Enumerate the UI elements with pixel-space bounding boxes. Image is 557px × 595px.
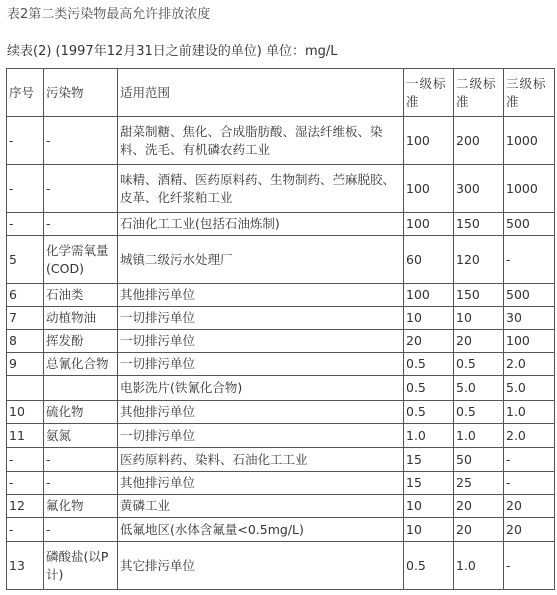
row-level1: 20 <box>404 330 454 353</box>
row-level1: 15 <box>404 448 454 472</box>
row-level3: 2.0 <box>504 353 555 376</box>
row-pollutant <box>44 376 118 401</box>
row-level1: 0.5 <box>404 542 454 590</box>
row-pollutant: 氨氮 <box>44 424 118 448</box>
row-no: 9 <box>7 353 44 376</box>
table-subtitle: 续表(2) (1997年12月31日之前建设的单位) 单位：mg/L <box>7 44 338 59</box>
table-row <box>7 424 555 448</box>
row-level2: 1.0 <box>454 542 504 590</box>
row-pollutant: - <box>44 117 118 165</box>
row-pollutant: - <box>44 165 118 213</box>
row-no: - <box>7 213 44 236</box>
row-no: 8 <box>7 330 44 353</box>
header-level3: 三级标准 <box>504 69 555 117</box>
table-row <box>7 448 555 472</box>
row-scope: 黄磷工业 <box>118 495 404 518</box>
pollutant-standards-table <box>6 68 555 590</box>
row-no: 5 <box>7 236 44 284</box>
row-level1: 10 <box>404 495 454 518</box>
row-level3: 1000 <box>504 117 555 165</box>
row-level1: 60 <box>404 236 454 284</box>
row-level1: 100 <box>404 213 454 236</box>
row-level1: 100 <box>404 117 454 165</box>
header-level2: 二级标准 <box>454 69 504 117</box>
row-no: 7 <box>7 307 44 330</box>
row-level1: 1.0 <box>404 424 454 448</box>
row-no <box>7 376 44 401</box>
row-scope: 石油化工工业(包括石油炼制) <box>118 213 404 236</box>
row-level2: 150 <box>454 284 504 307</box>
row-level3: 30 <box>504 307 555 330</box>
row-level1: 100 <box>404 165 454 213</box>
row-level1: 10 <box>404 518 454 542</box>
row-scope: 医药原料药、染料、石油化工工业 <box>118 448 404 472</box>
row-level3: 20 <box>504 518 555 542</box>
row-level3: - <box>504 542 555 590</box>
row-pollutant: 动植物油 <box>44 307 118 330</box>
row-no: - <box>7 117 44 165</box>
row-level2: 10 <box>454 307 504 330</box>
table-row <box>7 472 555 495</box>
row-level1: 0.5 <box>404 401 454 424</box>
row-scope: 一切排污单位 <box>118 353 404 376</box>
row-scope: 低氟地区(水体含氟量<0.5mg/L) <box>118 518 404 542</box>
row-scope: 其他排污单位 <box>118 401 404 424</box>
row-scope: 其它排污单位 <box>118 542 404 590</box>
table-row <box>7 213 555 236</box>
row-level2: 0.5 <box>454 401 504 424</box>
row-level1: 15 <box>404 472 454 495</box>
row-no: 10 <box>7 401 44 424</box>
table-row <box>7 165 555 213</box>
row-level2: 0.5 <box>454 353 504 376</box>
row-level3: 100 <box>504 330 555 353</box>
row-no: - <box>7 448 44 472</box>
row-level3: - <box>504 472 555 495</box>
row-pollutant: - <box>44 518 118 542</box>
header-level1: 一级标准 <box>404 69 454 117</box>
row-level2: 150 <box>454 213 504 236</box>
row-no: 11 <box>7 424 44 448</box>
row-level1: 0.5 <box>404 353 454 376</box>
row-no: - <box>7 518 44 542</box>
row-no: 13 <box>7 542 44 590</box>
row-scope: 一切排污单位 <box>118 424 404 448</box>
row-pollutant: 硫化物 <box>44 401 118 424</box>
row-pollutant: - <box>44 213 118 236</box>
row-level2: 300 <box>454 165 504 213</box>
row-scope: 其他排污单位 <box>118 472 404 495</box>
row-level1: 100 <box>404 284 454 307</box>
table-header-row <box>7 69 555 117</box>
row-pollutant: 石油类 <box>44 284 118 307</box>
document-title: 表2第二类污染物最高允许排放浓度 <box>7 7 211 22</box>
row-level2: 200 <box>454 117 504 165</box>
row-scope: 一切排污单位 <box>118 307 404 330</box>
row-scope: 一切排污单位 <box>118 330 404 353</box>
table-row <box>7 307 555 330</box>
row-pollutant: 氟化物 <box>44 495 118 518</box>
row-level2: 1.0 <box>454 424 504 448</box>
table-row <box>7 518 555 542</box>
row-level2: 20 <box>454 495 504 518</box>
row-level3: 500 <box>504 284 555 307</box>
row-pollutant: 总氰化合物 <box>44 353 118 376</box>
row-pollutant: - <box>44 448 118 472</box>
row-no: - <box>7 165 44 213</box>
row-scope: 电影洗片(铁氰化合物) <box>118 376 404 401</box>
header-pollutant: 污染物 <box>44 69 118 117</box>
header-no: 序号 <box>7 69 44 117</box>
table-row <box>7 353 555 376</box>
row-level2: 20 <box>454 330 504 353</box>
row-level1: 10 <box>404 307 454 330</box>
row-level3: 2.0 <box>504 424 555 448</box>
table-row <box>7 376 555 401</box>
table-row <box>7 542 555 590</box>
row-level1: 0.5 <box>404 376 454 401</box>
row-scope: 甜菜制糖、焦化、合成脂肪酸、湿法纤维板、染料、洗毛、有机磷农药工业 <box>118 117 404 165</box>
table-row <box>7 236 555 284</box>
row-level2: 20 <box>454 518 504 542</box>
table-row <box>7 401 555 424</box>
row-level2: 25 <box>454 472 504 495</box>
row-level3: - <box>504 448 555 472</box>
row-level3: 1000 <box>504 165 555 213</box>
row-scope: 城镇二级污水处理厂 <box>118 236 404 284</box>
row-level3: 500 <box>504 213 555 236</box>
table-body <box>7 69 555 590</box>
table-row <box>7 284 555 307</box>
row-level2: 120 <box>454 236 504 284</box>
row-scope: 其他排污单位 <box>118 284 404 307</box>
row-level2: 50 <box>454 448 504 472</box>
row-scope: 味精、酒精、医药原料药、生物制药、苎麻脱胶、皮革、化纤浆粕工业 <box>118 165 404 213</box>
row-level3: 5.0 <box>504 376 555 401</box>
row-level3: 20 <box>504 495 555 518</box>
header-scope: 适用范围 <box>118 69 404 117</box>
table-row <box>7 330 555 353</box>
row-pollutant: 化学需氧量(COD) <box>44 236 118 284</box>
table-row <box>7 117 555 165</box>
row-no: - <box>7 472 44 495</box>
row-pollutant: 挥发酚 <box>44 330 118 353</box>
row-level3: - <box>504 236 555 284</box>
row-no: 6 <box>7 284 44 307</box>
table-row <box>7 495 555 518</box>
row-no: 12 <box>7 495 44 518</box>
row-pollutant: - <box>44 472 118 495</box>
row-level2: 5.0 <box>454 376 504 401</box>
row-level3: 1.0 <box>504 401 555 424</box>
row-pollutant: 磷酸盐(以P计) <box>44 542 118 590</box>
